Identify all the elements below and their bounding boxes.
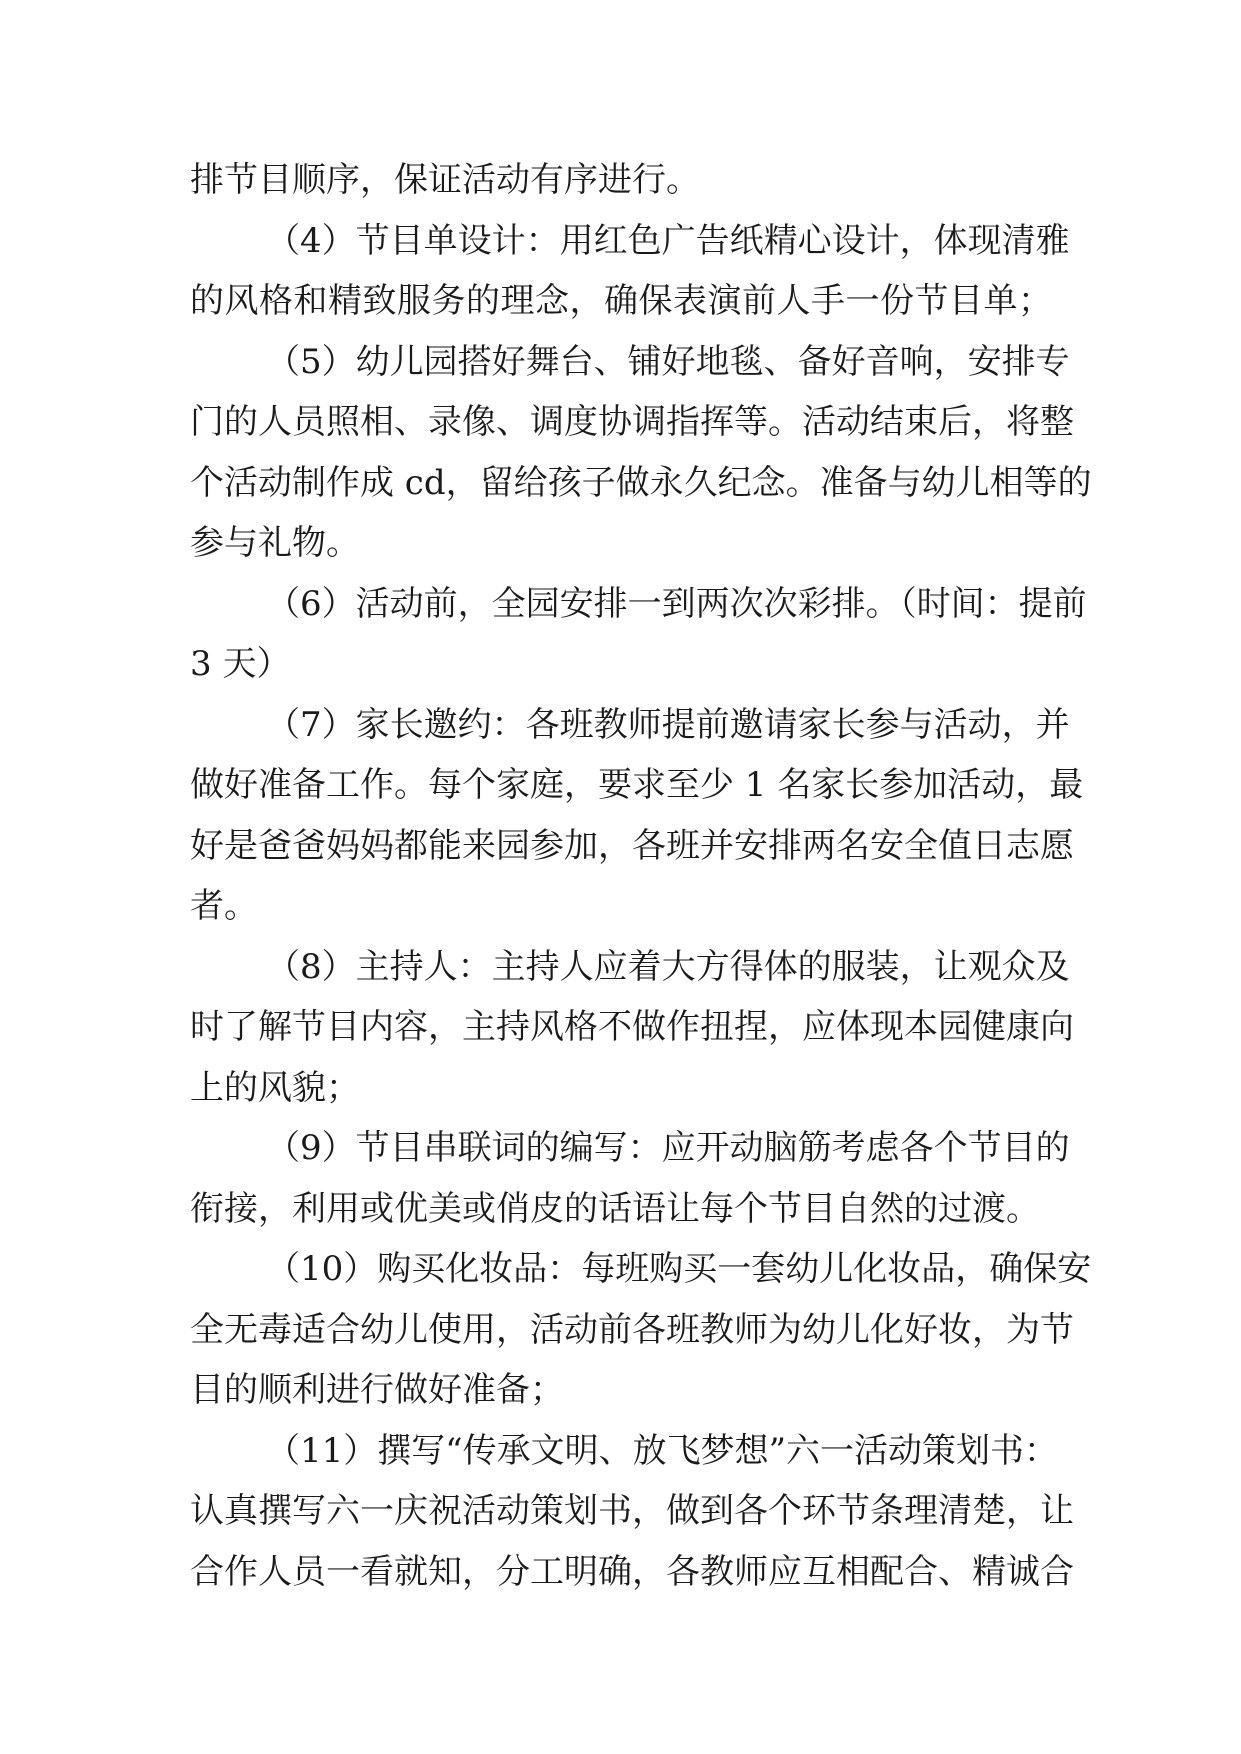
text-line: 的风格和精致服务的理念，确保表演前人手一份节目单； <box>190 281 1052 321</box>
text-line: 好是爸爸妈妈都能来园参加，各班并安排两名安全值日志愿 <box>190 825 1074 866</box>
paragraph-start-line: （11）撰写“传承文明、放飞梦想”六一活动策划书： <box>266 1430 1059 1471</box>
paragraph-start-line: （9）节目串联词的编写：应开动脑筋考虑各个节目的 <box>266 1128 1070 1168</box>
body-text <box>190 150 1092 1602</box>
text-line: 认真撰写六一庆祝活动策划书，做到各个环节条理清楚，让 <box>190 1491 1074 1531</box>
paragraph-start-line: （10）购买化妆品：每班购买一套幼儿化妆品，确保安 <box>266 1249 1092 1289</box>
text-line: 时了解节目内容，主持风格不做作扭捏，应体现本园健康向 <box>190 1007 1074 1047</box>
text-line: 者。 <box>190 886 258 926</box>
paragraph-start-line: （4）节目单设计：用红色广告纸精心设计，体现清雅 <box>266 220 1070 261</box>
text-line: 3 天） <box>190 644 291 684</box>
paragraph-start-line: （6）活动前，全园安排一到两次次彩排。（时间：提前 <box>266 583 1087 624</box>
text-line: 上的风貌； <box>190 1067 360 1108</box>
text-line: 门的人员照相、录像、调度协调指挥等。活动结束后，将整 <box>190 402 1074 442</box>
text-line: 全无毒适合幼儿使用，活动前各班教师为幼儿化好妆，为节 <box>190 1309 1074 1350</box>
paragraph-start-line: （7）家长邀约：各班教师提前邀请家长参与活动，并 <box>266 704 1070 745</box>
paragraph-start-line: （5）幼儿园搭好舞台、铺好地毯、备好音响，安排专 <box>266 341 1070 382</box>
text-line: 衔接，利用或优美或俏皮的话语让每个节目自然的过渡。 <box>190 1188 1040 1229</box>
text-line: 目的顺利进行做好准备； <box>190 1370 564 1410</box>
text-line: 个活动制作成 cd，留给孩子做永久纪念。准备与幼儿相等的 <box>190 462 1092 503</box>
text-line: 排节目顺序，保证活动有序进行。 <box>190 160 700 200</box>
text-line: 做好准备工作。每个家庭，要求至少 1 名家长参加活动，最 <box>190 765 1084 805</box>
text-line: 参与礼物。 <box>190 523 360 563</box>
text-line: 合作人员一看就知，分工明确，各教师应互相配合、精诚合 <box>190 1551 1074 1592</box>
paragraph-start-line: （8）主持人：主持人应着大方得体的服装，让观众及 <box>266 946 1070 987</box>
